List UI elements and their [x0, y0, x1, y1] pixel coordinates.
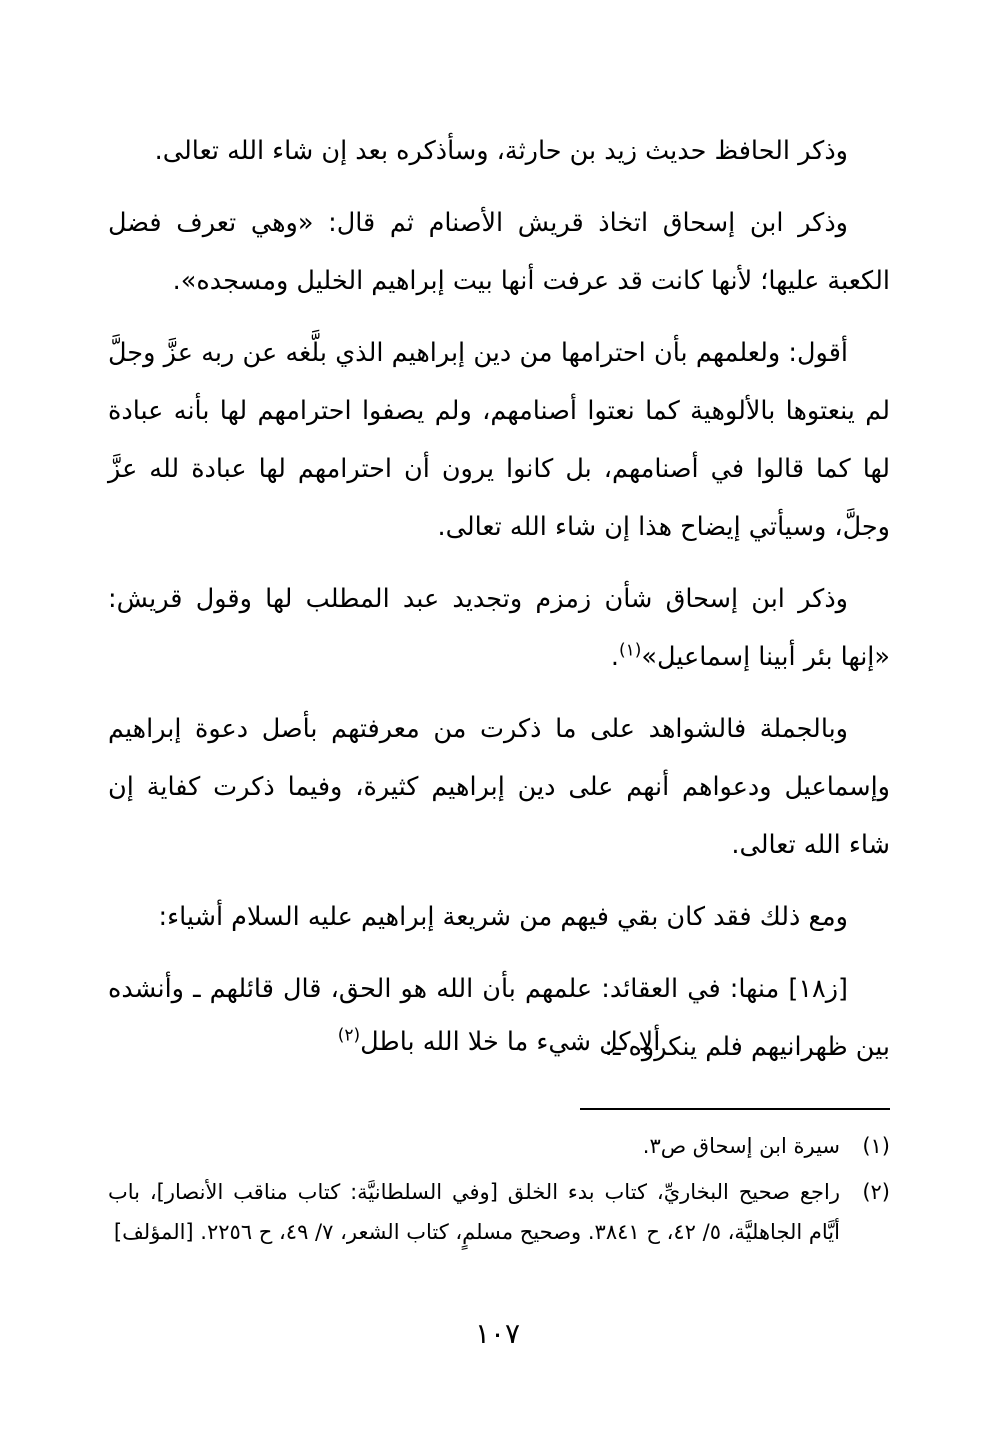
- footnote-ref-1: (١): [618, 640, 642, 661]
- footnote-number: (١): [862, 1134, 890, 1158]
- footnote-1: [108, 1126, 890, 1166]
- footnote-text: راجع صحيح البخاريِّ، كتاب بدء الخلق [وفي السلطانيَّة: كتاب مناقب الأنصار]، باب أيَّام الجاهليَّة، ٥/ ٤٢، ح ٣٨٤١. وصحيح مسلمٍ، كتاب الشعر، ٧/ ٤٩، ح ٢٢٥٦. [المؤلف]: [108, 1180, 840, 1244]
- footnote-text: سيرة ابن إسحاق ص٣.: [642, 1134, 840, 1158]
- paragraph-hafiz: وذكر الحافظ حديث زيد بن حارثة، وسأذكره بعد إن شاء الله تعالى.: [154, 136, 848, 166]
- main-text: [108, 122, 890, 1090]
- footnote-number: (٢): [862, 1180, 890, 1204]
- zamzam-end: .: [610, 642, 619, 672]
- paragraph-aqool: أقول: ولعلمهم بأن احترامها من دين إبراهيم الذي بلَّغه عن ربه عزَّ وجلَّ لم ينعتوها بالألوهية كما نعتوا أصنامهم، ولم يصفوا احترامهم لها بأنه عبادة لها كما قالوا في أصنامهم، بل كانوا يرون أن احترامهم لها عبادة لله عزَّ وجلَّ، وسيأتي إيضاح هذا إن شاء الله تعالى.: [108, 338, 890, 542]
- zamzam-text: وذكر ابن إسحاق شأن زمزم وتجديد عبد المطلب لها وقول قريش: «إنها بئر أبينا إسماعيل»: [108, 584, 890, 672]
- footnote-ref-2: (٢): [337, 1025, 361, 1046]
- page-number: ١٠٧: [474, 1317, 521, 1350]
- poetry-verse: [108, 1022, 890, 1062]
- footnote-divider: [580, 1108, 890, 1110]
- paragraph-zamzam: [108, 570, 890, 686]
- paragraph-evidence: وبالجملة فالشواهد على ما ذكرت من معرفتهم بأصل دعوة إبراهيم وإسماعيل ودعواهم أنهم على دين إبراهيم كثيرة، وفيما ذكرت كفاية إن شاء الله تعالى.: [108, 714, 890, 860]
- footnote-2: [108, 1172, 890, 1252]
- paragraph-beliefs: [ز١٨] منها: في العقائد: علمهم بأن الله هو الحق، قال قائلهم ـ وأنشده بين ظهرانيهم فلم ينكروه ـ:: [108, 974, 890, 1062]
- verse-text: ألا كل شيء ما خلا الله باطل: [360, 1027, 661, 1057]
- paragraph-shariah: ومع ذلك فقد كان بقي فيهم من شريعة إبراهيم عليه السلام أشياء:: [158, 902, 848, 932]
- footnotes: [108, 1126, 890, 1258]
- paragraph-idols-kaaba: وذكر ابن إسحاق اتخاذ قريش الأصنام ثم قال: «وهي تعرف فضل الكعبة عليها؛ لأنها كانت قد عرفت أنها بيت إبراهيم الخليل ومسجده».: [108, 208, 890, 296]
